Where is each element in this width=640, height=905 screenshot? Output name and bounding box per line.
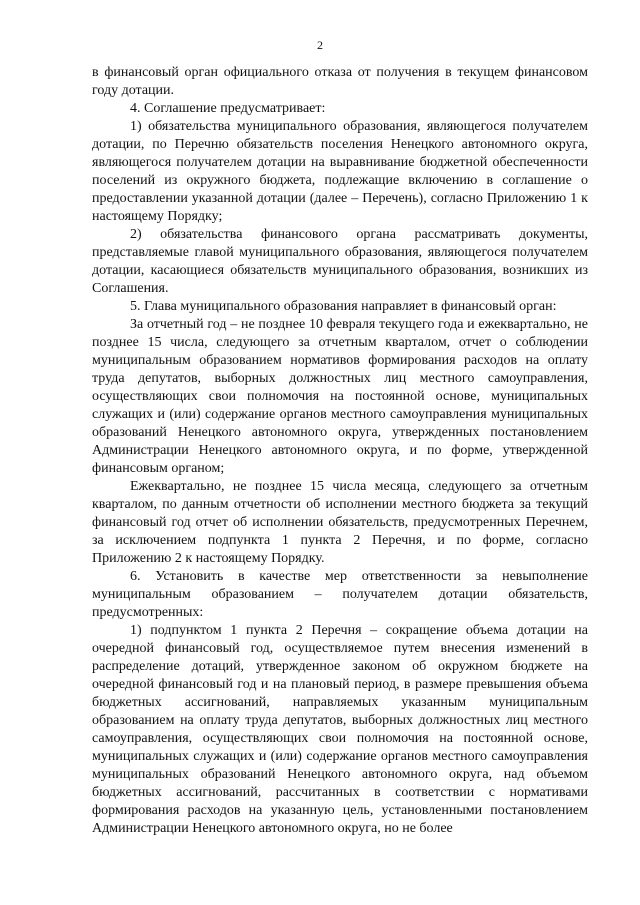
paragraph-6-1: 1) подпунктом 1 пункта 2 Перечня – сокращение объема дотации на очередной финансовый год, осуществляемое путем внесения изменений в распределение дотаций, утвержденное законом об окружном бюджете на очередной финансовый год и на плановый период, в размере превышения объема бюджетных ассигнований, направляемых указанным муниципальным образованием на оплату труда депутатов, выборных должностных лиц местного самоуправления, осуществляющих свои полномочия на постоянной основе, муниципальных служащих и (или) содержание органов местного самоуправления муниципальных образований Ненецкого автономного округа, над объемом бюджетных ассигнований, рассчитанных в соответствии с нормативами формирования расходов на указанную цель, установленными постановлением Администрации Ненецкого автономного округа, но не более: [92, 623, 588, 836]
paragraph-section-6: 6. Установить в качестве мер ответственности за невыполнение муниципальным образованием – получателем дотации обязательств, предусмотренных:: [92, 569, 588, 620]
paragraph-4-1: 1) обязательства муниципального образования, являющегося получателем дотации, по Перечню обязательств поселения Ненецкого автономного округа, являющегося получателем дотации на выравнивание бюджетной обеспеченности поселений из окружного бюджета, подлежащие включению в соглашение о предоставлении указанной дотации (далее – Перечень), согласно Приложению 1 к настоящему Порядку;: [92, 119, 588, 224]
paragraph-5-annual-report: За отчетный год – не позднее 10 февраля текущего года и ежеквартально, не позднее 15 числа, следующего за отчетным кварталом, отчет о соблюдении муниципальным образованием нормативов формирования расходов на оплату труда депутатов, выборных должностных лиц местного самоуправления, осуществляющих свои полномочия на постоянной основе, муниципальных служащих и (или) содержание органов местного самоуправления муниципальных образований Ненецкого автономного округа, утвержденных постановлением Администрации Ненецкого автономного округа, и по форме, утвержденной финансовым органом;: [92, 317, 588, 476]
paragraph-continuation: в финансовый орган официального отказа от получения в текущем финансовом году дотации.: [92, 65, 588, 98]
paragraph-4-2: 2) обязательства финансового органа рассматривать документы, представляемые главой муниципального образования, являющегося получателем дотации, касающиеся обязательств муниципального образования, возникших из Соглашения.: [92, 227, 588, 296]
paragraph-section-5: 5. Глава муниципального образования направляет в финансовый орган:: [130, 299, 557, 314]
page-number: 2: [317, 38, 323, 52]
paragraph-5-quarterly-report: Ежеквартально, не позднее 15 числа месяца, следующего за отчетным кварталом, по данным отчетности об исполнении местного бюджета за текущий финансовый год отчет об исполнении обязательств, предусмотренных Перечнем, за исключением подпункта 1 пункта 2 Перечня, и по форме, согласно Приложению 2 к настоящему Порядку.: [92, 479, 588, 566]
document-body: [92, 64, 588, 838]
paragraph-section-4: 4. Соглашение предусматривает:: [130, 101, 326, 116]
